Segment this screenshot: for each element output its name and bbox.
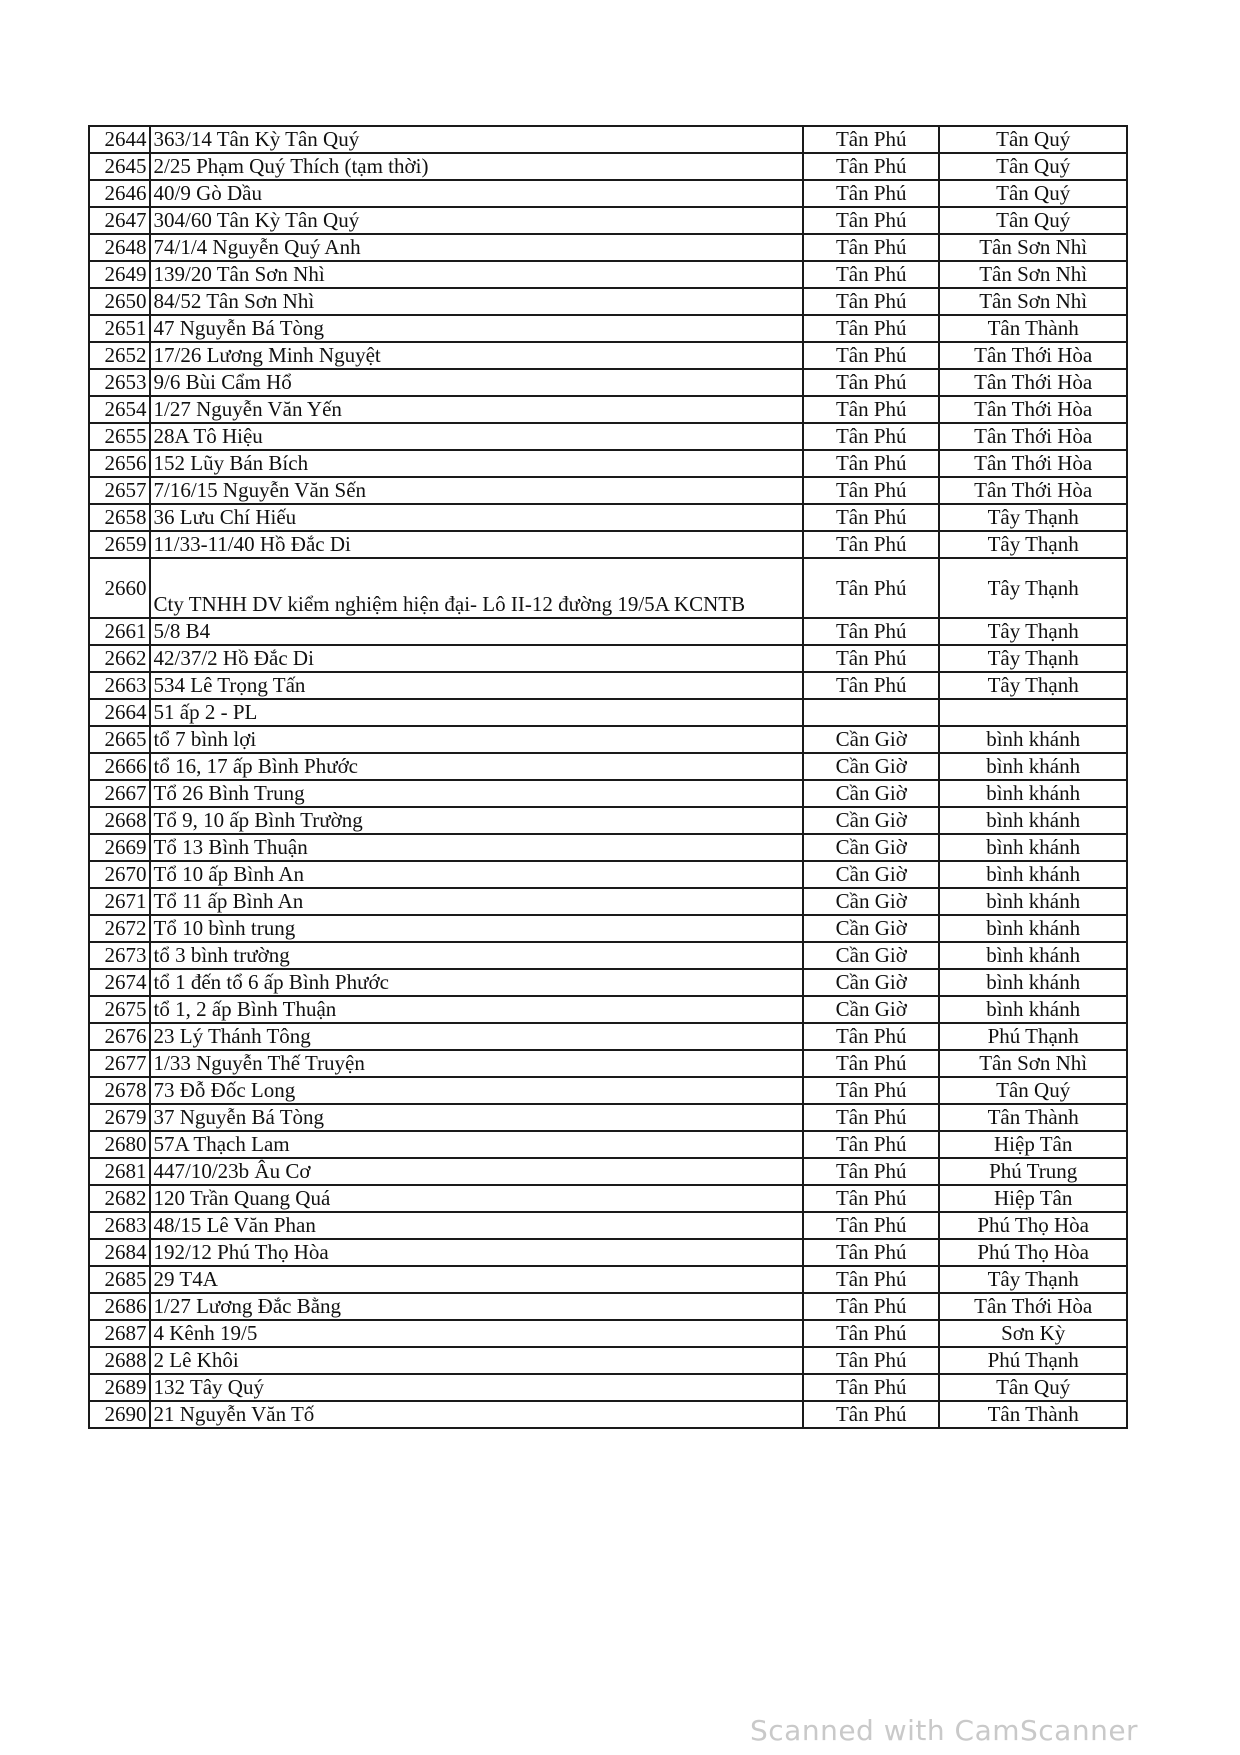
address-cell: tổ 7 bình lợi: [150, 726, 804, 753]
row-number-cell: 2685: [89, 1266, 150, 1293]
address-cell: 2 Lê Khôi: [150, 1347, 804, 1374]
table-row: [89, 207, 1127, 234]
table-row: [89, 1050, 1127, 1077]
ward-cell: Phú Thọ Hòa: [939, 1239, 1127, 1266]
ward-cell: [939, 699, 1127, 726]
district-cell: Tân Phú: [803, 315, 939, 342]
ward-cell: bình khánh: [939, 861, 1127, 888]
address-cell: tổ 3 bình trường: [150, 942, 804, 969]
address-cell: tổ 16, 17 ấp Bình Phước: [150, 753, 804, 780]
district-cell: Tân Phú: [803, 288, 939, 315]
ward-cell: bình khánh: [939, 996, 1127, 1023]
address-cell: tổ 1 đến tổ 6 ấp Bình Phước: [150, 969, 804, 996]
row-number-cell: 2680: [89, 1131, 150, 1158]
table-row: [89, 1104, 1127, 1131]
table-row: [89, 807, 1127, 834]
table-row: [89, 888, 1127, 915]
table-row: [89, 477, 1127, 504]
district-cell: Tân Phú: [803, 342, 939, 369]
table-row: [89, 618, 1127, 645]
row-number-cell: 2650: [89, 288, 150, 315]
address-cell: 40/9 Gò Dầu: [150, 180, 804, 207]
table-row: [89, 1023, 1127, 1050]
table-row: [89, 396, 1127, 423]
address-cell: Tổ 26 Bình Trung: [150, 780, 804, 807]
ward-cell: bình khánh: [939, 915, 1127, 942]
table-row: [89, 780, 1127, 807]
district-cell: Tân Phú: [803, 504, 939, 531]
ward-cell: bình khánh: [939, 969, 1127, 996]
row-number-cell: 2674: [89, 969, 150, 996]
row-number-cell: 2651: [89, 315, 150, 342]
ward-cell: Tây Thạnh: [939, 558, 1127, 618]
row-number-cell: 2667: [89, 780, 150, 807]
ward-cell: Phú Trung: [939, 1158, 1127, 1185]
address-cell: 4 Kênh 19/5: [150, 1320, 804, 1347]
table-row: [89, 672, 1127, 699]
ward-cell: Tây Thạnh: [939, 672, 1127, 699]
ward-cell: Phú Thọ Hòa: [939, 1212, 1127, 1239]
row-number-cell: 2663: [89, 672, 150, 699]
district-cell: Tân Phú: [803, 672, 939, 699]
district-cell: Tân Phú: [803, 1401, 939, 1428]
table-row: [89, 1320, 1127, 1347]
table-row: [89, 342, 1127, 369]
address-cell: 17/26 Lương Minh Nguyệt: [150, 342, 804, 369]
row-number-cell: 2671: [89, 888, 150, 915]
address-cell: 7/16/15 Nguyễn Văn Sến: [150, 477, 804, 504]
ward-cell: bình khánh: [939, 942, 1127, 969]
district-cell: Tân Phú: [803, 126, 939, 153]
ward-cell: Tân Thới Hòa: [939, 396, 1127, 423]
row-number-cell: 2654: [89, 396, 150, 423]
row-number-cell: 2666: [89, 753, 150, 780]
address-cell: 192/12 Phú Thọ Hòa: [150, 1239, 804, 1266]
table-row: [89, 369, 1127, 396]
row-number-cell: 2652: [89, 342, 150, 369]
address-cell: 304/60 Tân Kỳ Tân Quý: [150, 207, 804, 234]
address-cell: 447/10/23b Âu Cơ: [150, 1158, 804, 1185]
ward-cell: Tân Quý: [939, 180, 1127, 207]
ward-cell: Hiệp Tân: [939, 1185, 1127, 1212]
district-cell: Tân Phú: [803, 531, 939, 558]
table-row: [89, 645, 1127, 672]
row-number-cell: 2656: [89, 450, 150, 477]
table-row: [89, 450, 1127, 477]
district-cell: Tân Phú: [803, 207, 939, 234]
address-cell: 5/8 B4: [150, 618, 804, 645]
ward-cell: Sơn Kỳ: [939, 1320, 1127, 1347]
ward-cell: Tân Thành: [939, 315, 1127, 342]
district-cell: Tân Phú: [803, 645, 939, 672]
row-number-cell: 2658: [89, 504, 150, 531]
district-cell: Tân Phú: [803, 1347, 939, 1374]
district-cell: Tân Phú: [803, 1293, 939, 1320]
address-cell: 1/33 Nguyễn Thế Truyện: [150, 1050, 804, 1077]
district-cell: Tân Phú: [803, 1239, 939, 1266]
ward-cell: Tân Thới Hòa: [939, 450, 1127, 477]
ward-cell: Tân Thới Hòa: [939, 423, 1127, 450]
ward-cell: Tân Thới Hòa: [939, 1293, 1127, 1320]
address-cell: 9/6 Bùi Cẩm Hổ: [150, 369, 804, 396]
ward-cell: Tân Sơn Nhì: [939, 261, 1127, 288]
table-row: [89, 834, 1127, 861]
address-cell: 74/1/4 Nguyễn Quý Anh: [150, 234, 804, 261]
district-cell: Tân Phú: [803, 1266, 939, 1293]
district-cell: Tân Phú: [803, 1185, 939, 1212]
address-cell: Cty TNHH DV kiểm nghiệm hiện đại- Lô II-12 đường 19/5A KCNTB: [150, 558, 804, 618]
table-row: [89, 996, 1127, 1023]
address-cell: Tổ 10 ấp Bình An: [150, 861, 804, 888]
district-cell: Cần Giờ: [803, 942, 939, 969]
address-cell: 21 Nguyễn Văn Tố: [150, 1401, 804, 1428]
row-number-cell: 2687: [89, 1320, 150, 1347]
table-row: [89, 126, 1127, 153]
address-cell: 84/52 Tân Sơn Nhì: [150, 288, 804, 315]
district-cell: Tân Phú: [803, 423, 939, 450]
table-row: [89, 726, 1127, 753]
district-cell: Tân Phú: [803, 1158, 939, 1185]
table-row: [89, 1374, 1127, 1401]
ward-cell: Phú Thạnh: [939, 1023, 1127, 1050]
address-cell: 73 Đỗ Đốc Long: [150, 1077, 804, 1104]
table-row: [89, 942, 1127, 969]
table-row: [89, 699, 1127, 726]
row-number-cell: 2670: [89, 861, 150, 888]
scanner-watermark: Scanned with CamScanner: [750, 1714, 1139, 1747]
district-cell: Cần Giờ: [803, 915, 939, 942]
ward-cell: Tân Sơn Nhì: [939, 234, 1127, 261]
district-cell: Cần Giờ: [803, 807, 939, 834]
address-cell: 37 Nguyễn Bá Tòng: [150, 1104, 804, 1131]
ward-cell: Tây Thạnh: [939, 531, 1127, 558]
ward-cell: bình khánh: [939, 753, 1127, 780]
address-cell: Tổ 10 bình trung: [150, 915, 804, 942]
row-number-cell: 2689: [89, 1374, 150, 1401]
district-cell: Tân Phú: [803, 180, 939, 207]
row-number-cell: 2672: [89, 915, 150, 942]
district-cell: Tân Phú: [803, 396, 939, 423]
district-cell: Cần Giờ: [803, 969, 939, 996]
address-cell: 42/37/2 Hồ Đắc Di: [150, 645, 804, 672]
ward-cell: Tây Thạnh: [939, 645, 1127, 672]
district-cell: Tân Phú: [803, 558, 939, 618]
table-row: [89, 1293, 1127, 1320]
table-row: [89, 423, 1127, 450]
district-cell: Tân Phú: [803, 1023, 939, 1050]
district-cell: Tân Phú: [803, 369, 939, 396]
address-cell: 57A Thạch Lam: [150, 1131, 804, 1158]
address-cell: 48/15 Lê Văn Phan: [150, 1212, 804, 1239]
ward-cell: Tân Quý: [939, 126, 1127, 153]
address-cell: Tổ 9, 10 ấp Bình Trường: [150, 807, 804, 834]
table-row: [89, 288, 1127, 315]
ward-cell: Tây Thạnh: [939, 618, 1127, 645]
row-number-cell: 2662: [89, 645, 150, 672]
table-row: [89, 180, 1127, 207]
row-number-cell: 2665: [89, 726, 150, 753]
address-cell: 29 T4A: [150, 1266, 804, 1293]
table-row: [89, 861, 1127, 888]
district-cell: Tân Phú: [803, 1104, 939, 1131]
address-cell: 139/20 Tân Sơn Nhì: [150, 261, 804, 288]
ward-cell: Tân Thành: [939, 1401, 1127, 1428]
table-row: [89, 1347, 1127, 1374]
ward-cell: Tân Thới Hòa: [939, 369, 1127, 396]
table-row: [89, 1077, 1127, 1104]
row-number-cell: 2678: [89, 1077, 150, 1104]
ward-cell: Tân Thới Hòa: [939, 477, 1127, 504]
ward-cell: bình khánh: [939, 726, 1127, 753]
address-cell: Tổ 11 ấp Bình An: [150, 888, 804, 915]
ward-cell: bình khánh: [939, 807, 1127, 834]
ward-cell: Phú Thạnh: [939, 1347, 1127, 1374]
address-cell: 36 Lưu Chí Hiếu: [150, 504, 804, 531]
ward-cell: bình khánh: [939, 780, 1127, 807]
table-row: [89, 1212, 1127, 1239]
address-cell: 1/27 Lương Đắc Bằng: [150, 1293, 804, 1320]
ward-cell: Tây Thạnh: [939, 504, 1127, 531]
ward-cell: Tân Quý: [939, 153, 1127, 180]
ward-cell: Tân Quý: [939, 1077, 1127, 1104]
address-table: [88, 125, 1128, 1429]
table-row: [89, 261, 1127, 288]
row-number-cell: 2690: [89, 1401, 150, 1428]
table-row: [89, 531, 1127, 558]
ward-cell: Tân Sơn Nhì: [939, 1050, 1127, 1077]
row-number-cell: 2646: [89, 180, 150, 207]
address-cell: 47 Nguyễn Bá Tòng: [150, 315, 804, 342]
row-number-cell: 2645: [89, 153, 150, 180]
ward-cell: Tân Thới Hòa: [939, 342, 1127, 369]
address-cell: 152 Lũy Bán Bích: [150, 450, 804, 477]
district-cell: Cần Giờ: [803, 753, 939, 780]
district-cell: Tân Phú: [803, 1212, 939, 1239]
district-cell: Cần Giờ: [803, 726, 939, 753]
row-number-cell: 2655: [89, 423, 150, 450]
table-row: [89, 315, 1127, 342]
table-row: [89, 504, 1127, 531]
table-row: [89, 1131, 1127, 1158]
address-cell: 534 Lê Trọng Tấn: [150, 672, 804, 699]
row-number-cell: 2682: [89, 1185, 150, 1212]
table-row: [89, 1401, 1127, 1428]
district-cell: Tân Phú: [803, 1131, 939, 1158]
table-body: [89, 126, 1127, 1428]
district-cell: Tân Phú: [803, 234, 939, 261]
address-cell: 51 ấp 2 - PL: [150, 699, 804, 726]
district-cell: Tân Phú: [803, 1320, 939, 1347]
district-cell: Tân Phú: [803, 261, 939, 288]
row-number-cell: 2648: [89, 234, 150, 261]
ward-cell: Tân Sơn Nhì: [939, 288, 1127, 315]
ward-cell: Hiệp Tân: [939, 1131, 1127, 1158]
row-number-cell: 2683: [89, 1212, 150, 1239]
row-number-cell: 2653: [89, 369, 150, 396]
district-cell: Cần Giờ: [803, 861, 939, 888]
row-number-cell: 2657: [89, 477, 150, 504]
row-number-cell: 2668: [89, 807, 150, 834]
table-row: [89, 234, 1127, 261]
district-cell: Tân Phú: [803, 450, 939, 477]
table-row: [89, 753, 1127, 780]
address-cell: 132 Tây Quý: [150, 1374, 804, 1401]
row-number-cell: 2659: [89, 531, 150, 558]
ward-cell: bình khánh: [939, 888, 1127, 915]
district-cell: Tân Phú: [803, 477, 939, 504]
row-number-cell: 2664: [89, 699, 150, 726]
ward-cell: Tây Thạnh: [939, 1266, 1127, 1293]
row-number-cell: 2686: [89, 1293, 150, 1320]
row-number-cell: 2673: [89, 942, 150, 969]
ward-cell: Tân Quý: [939, 1374, 1127, 1401]
row-number-cell: 2644: [89, 126, 150, 153]
row-number-cell: 2688: [89, 1347, 150, 1374]
address-cell: 11/33-11/40 Hồ Đắc Di: [150, 531, 804, 558]
ward-cell: Tân Quý: [939, 207, 1127, 234]
address-cell: 363/14 Tân Kỳ Tân Quý: [150, 126, 804, 153]
document-page: [88, 125, 1128, 1429]
district-cell: Cần Giờ: [803, 888, 939, 915]
district-cell: Cần Giờ: [803, 996, 939, 1023]
row-number-cell: 2660: [89, 558, 150, 618]
address-cell: 1/27 Nguyễn Văn Yến: [150, 396, 804, 423]
row-number-cell: 2684: [89, 1239, 150, 1266]
row-number-cell: 2647: [89, 207, 150, 234]
table-row: [89, 1266, 1127, 1293]
district-cell: Cần Giờ: [803, 780, 939, 807]
district-cell: Tân Phú: [803, 1050, 939, 1077]
district-cell: [803, 699, 939, 726]
address-cell: 120 Trần Quang Quá: [150, 1185, 804, 1212]
ward-cell: Tân Thành: [939, 1104, 1127, 1131]
district-cell: Tân Phú: [803, 1077, 939, 1104]
table-row: [89, 1239, 1127, 1266]
row-number-cell: 2675: [89, 996, 150, 1023]
table-row: [89, 1158, 1127, 1185]
table-row: [89, 969, 1127, 996]
address-cell: 23 Lý Thánh Tông: [150, 1023, 804, 1050]
row-number-cell: 2649: [89, 261, 150, 288]
ward-cell: bình khánh: [939, 834, 1127, 861]
district-cell: Tân Phú: [803, 618, 939, 645]
table-row: [89, 558, 1127, 618]
district-cell: Tân Phú: [803, 153, 939, 180]
row-number-cell: 2676: [89, 1023, 150, 1050]
table-row: [89, 1185, 1127, 1212]
row-number-cell: 2669: [89, 834, 150, 861]
row-number-cell: 2679: [89, 1104, 150, 1131]
address-cell: 28A Tô Hiệu: [150, 423, 804, 450]
table-row: [89, 153, 1127, 180]
address-cell: tổ 1, 2 ấp Bình Thuận: [150, 996, 804, 1023]
address-cell: Tổ 13 Bình Thuận: [150, 834, 804, 861]
table-row: [89, 915, 1127, 942]
row-number-cell: 2661: [89, 618, 150, 645]
district-cell: Tân Phú: [803, 1374, 939, 1401]
address-cell: 2/25 Phạm Quý Thích (tạm thời): [150, 153, 804, 180]
row-number-cell: 2677: [89, 1050, 150, 1077]
district-cell: Cần Giờ: [803, 834, 939, 861]
row-number-cell: 2681: [89, 1158, 150, 1185]
